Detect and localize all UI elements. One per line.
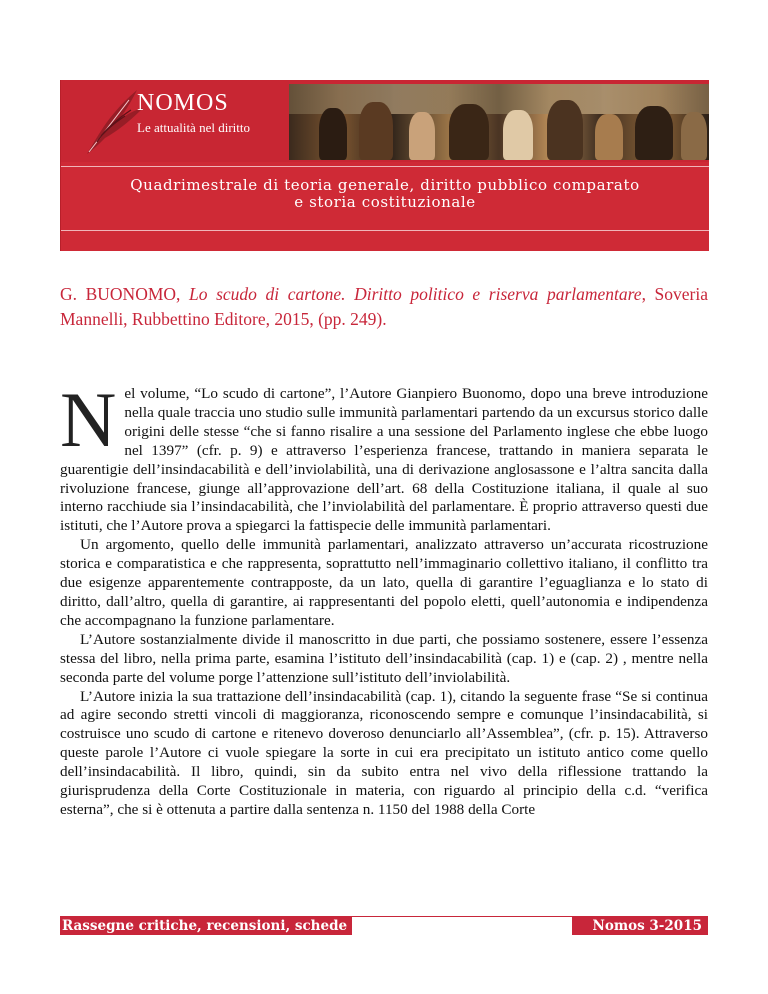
banner-divider-top	[61, 166, 709, 167]
reference-author: G. BUONOMO,	[60, 284, 181, 304]
subtitle-line-1: Quadrimestrale di teoria generale, diritto pubblico comparato	[130, 176, 640, 194]
reference-title: Lo scudo di cartone. Diritto politico e riserva parlamentare	[189, 284, 642, 304]
page-footer	[60, 916, 708, 935]
paragraph-4: L’Autore inizia la sua trattazione dell’insindacabilità (cap. 1), citando la seguente frase “Se si continua ad agire secondo stretti vincoli di maggioranza, riconoscendo sempre e comunque l’insindacabilità, si costruisce uno scudo di cartone e ritenevo doveroso denunciarlo all’Assemblea”, (cfr. p. 15). Attraverso queste parole l’Autore ci vuole spiegare la sorte in cui era precipitato un istituto antico come quello dell’insindacabilità. Il libro, quindi, sin da subito entra nel vivo della riflessione trattando la giurisprudenza della Corte Costituzionale in materia, con riguardo al principio della c.d. “verifica esterna”, che si è ottenuta a partire dalla sentenza n. 1150 del 1988 della Corte	[60, 687, 708, 818]
footer-section-label: Rassegne critiche, recensioni, schede	[60, 917, 352, 935]
drop-cap: N	[60, 376, 117, 463]
banner-divider-bottom	[61, 230, 709, 231]
subtitle-line-2: e storia costituzionale	[294, 193, 476, 211]
brand-tagline: Le attualità nel diritto	[137, 120, 250, 135]
book-reference	[60, 282, 708, 332]
brand-name: NOMOS	[137, 90, 229, 116]
paragraph-1	[60, 376, 708, 536]
header-painting-image	[289, 84, 709, 160]
article-body	[60, 376, 708, 820]
journal-subtitle	[61, 177, 709, 211]
paragraph-2: Un argomento, quello delle immunità parlamentari, analizzato attraverso un’accurata ricostruzione storica e comparatistica e che rappresenta, soprattutto nell’immaginario collettivo italiano, il conflitto tra due esigenze apparentemente contrapposte, da un lato, quella di garantire l’eguaglianza e lo stato di diritto, dall’altro, quella di garantire, ai rappresentanti del popolo eletti, quell’autonomia e indipendenza che accompagnano la funzione parlamentare.	[60, 536, 708, 629]
journal-banner	[60, 80, 709, 251]
paragraph-3: L’Autore sostanzialmente divide il manoscritto in due parti, che possiamo sostenere, essere l’essenza stessa del libro, nella prima parte, esamina l’istituto dell’insindacabilità (cap. 1) e (cap. 2) , mentre nella seconda parte del volume porge l’attenzione sull’istituto dell’inviolabilità.	[60, 630, 708, 686]
reference-publisher: , Soveria Mannelli, Rubbettino Editore, 2015, (pp. 249).	[60, 284, 708, 329]
paragraph-1-text: el volume, “Lo scudo di cartone”, l’Autore Gianpiero Buonomo, dopo una breve introduzione nella quale traccia uno studio sulle immunità parlamentari partendo da un excursus storico dalle origini delle stesse “che si fanno risalire a una sessione del Parlamento inglese che ebbe luogo nel 1397” (cfr. p. 9) e attraverso l’esperienza francese, trattando in maniera separata le guarentigie dell’insindacabilità e dell’inviolabilità, una di derivazione anglosassone e l’altra sancita dalla rivoluzione francese, giunge all’approvazione dell’art. 68 della Costituzione italiana, il quale al suo interno racchiude sia l’insindacabilità, che l’inviolabilità del parlamentare. È proprio attraverso questi due istituti, che l’Autore prova a spiegarci la fattispecie delle immunità parlamentari.	[60, 385, 708, 535]
banner-header	[61, 80, 709, 162]
footer-issue-label: Nomos 3-2015	[572, 917, 708, 935]
